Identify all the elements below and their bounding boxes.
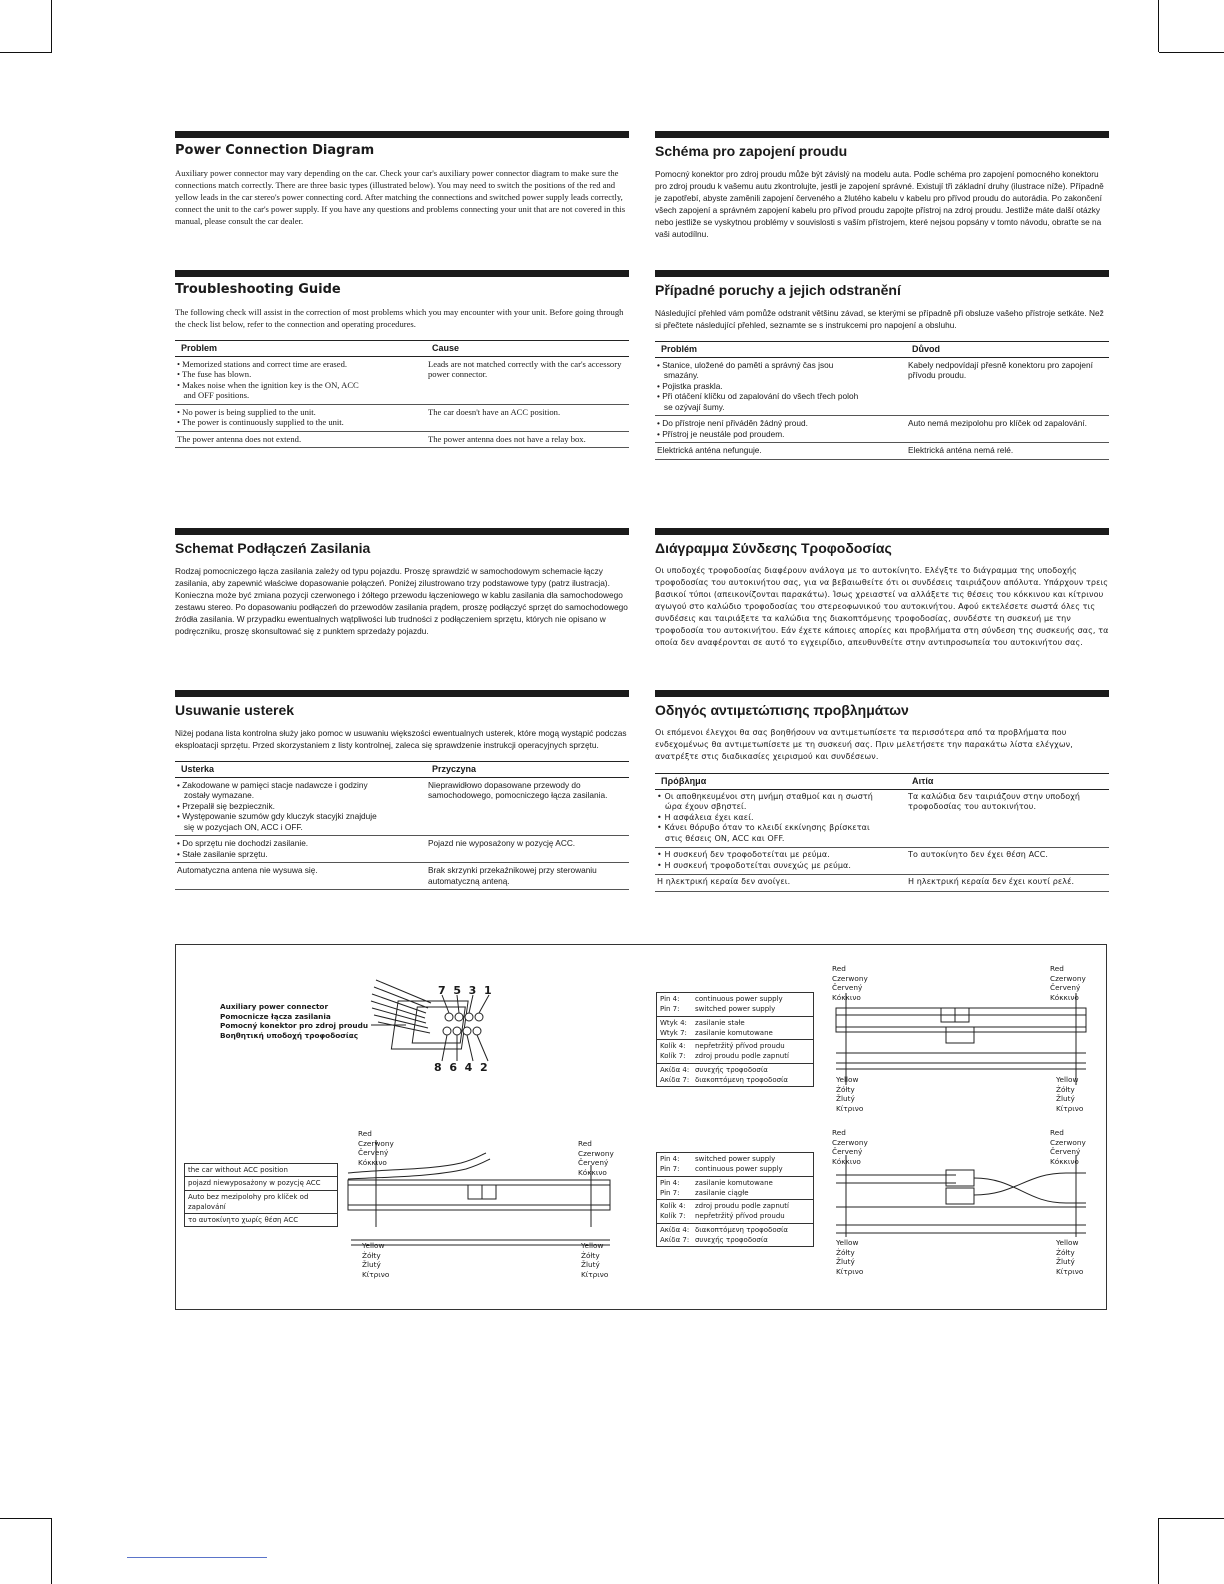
trouble-table [655, 773, 1109, 892]
section-power-cs [655, 131, 1109, 240]
label-line: Κόκκινο [1050, 1156, 1079, 1166]
pin-function: nepřetržitý přívod proudu [695, 1042, 785, 1051]
box-separator [185, 1190, 337, 1191]
label-line: Κίτρινο [362, 1269, 390, 1279]
pin-row [660, 1051, 810, 1061]
pin-name: Kolík 4: [660, 1202, 686, 1211]
label-line: Czerwony [832, 1137, 868, 1147]
trouble-cause: Η ηλεκτρική κεραία δεν έχει κουτί ρελέ. [906, 875, 1109, 892]
yellow-wire-label [581, 1241, 608, 1279]
table-row [655, 357, 1109, 416]
pin-row [660, 1201, 810, 1211]
wiring-drawing [176, 945, 1106, 1309]
trouble-problem: Automatyczna antena nie wysuwa się. [175, 863, 426, 890]
trouble-problem: • Stanice, uložené do paměti a správný čas jsou smazány. • Pojistka praskla. • Při otáčení klíčku od zapalování do všech třech poloh se ozývají šumy. [655, 357, 906, 416]
label-line: Czerwony [832, 973, 868, 983]
pin-row [660, 1164, 810, 1174]
pin-name: Kolík 7: [660, 1052, 686, 1061]
pin-function: continuous power supply [695, 995, 783, 1003]
pin-row [660, 994, 810, 1004]
trouble-cause: Pojazd nie wyposażony w pozycję ACC. [426, 836, 629, 863]
trouble-cause: Nieprawidłowo dopasowane przewody do samochodowego, pomocniczego łącza zasilania. [426, 777, 629, 836]
section-title: Případné poruchy a jejich odstranění [655, 282, 901, 298]
pin-function: nepřetržitý přívod proudu [695, 1212, 785, 1221]
pin-function: zasilanie stałe [695, 1018, 745, 1027]
trouble-problem: • No power is being supplied to the unit. • The power is continuously supplied to the unit. [175, 404, 426, 431]
trouble-problem: Η ηλεκτρική κεραία δεν ανοίγει. [655, 875, 906, 892]
label-line: Žlutý [581, 1260, 600, 1269]
label-line: Κόκκινο [1050, 992, 1079, 1002]
label-line: Red [832, 1128, 846, 1137]
trouble-problem: • Zakodowane w pamięci stacje nadawcze i godziny zostały wymazane. • Przepalił się bezpiecznik. • Występowanie szumów gdy kluczyk stacyjki znajduje się w pozycjach ON, ACC i OFF. [175, 777, 426, 836]
yellow-wire-label [362, 1241, 389, 1279]
label-line: Yellow [836, 1238, 859, 1247]
pin-function: συνεχής τροφοδοσία [695, 1236, 768, 1245]
red-wire-label [1050, 964, 1086, 1002]
pin-name: Pin 4: [660, 1155, 680, 1163]
trouble-col-problem: Usterka [175, 762, 426, 778]
section-power-el [655, 528, 1109, 649]
table-row [655, 875, 1109, 892]
trouble-cause: Τα καλώδια δεν ταιριάζουν στην υποδοχή τροφοδοσίας του αυτοκινήτου. [906, 789, 1109, 848]
section-body: Auxiliary power connector may vary depending on the car. Check your car's auxiliary power connector diagram to make sure the connections match correctly. There are three basic types (illustrated below). You may need to switch the positions of the red and yellow leads in the car stereo's power connecting cord. After matching the connections and switched power supply leads correctly, connect the unit to the car's power supply. If you have any questions and problems connecting your unit that are not covered in this manual, please consult the car dealer. [175, 168, 626, 226]
label-line: Červený [358, 1148, 389, 1157]
pin-function: switched power supply [695, 1005, 776, 1014]
trouble-table [655, 341, 1109, 460]
yellow-wire-label [836, 1238, 863, 1276]
table-row [655, 789, 1109, 848]
pin-function: συνεχής τροφοδοσία [695, 1065, 768, 1074]
section-title: Schemat Podłączeń Zasilania [175, 540, 371, 556]
section-body: Οι επόμενοι έλεγχοι θα σας βοηθήσουν να αντιμετωπίσετε τα περισσότερα από τα προβλήματα που ενδεχομένως θα αντιμετωπίσετε με τη συσκευή σας. Πριν μελετήσετε την παρακάτω λίστα ελέγχων, ανατρέξτε στις διαδικασίες χειρισμού και συνδέσεων. [655, 728, 1073, 761]
pin-row [660, 1178, 810, 1188]
pin-function: switched power supply [695, 1155, 776, 1163]
crop-mark [1159, 52, 1224, 53]
pin-name: Pin 7: [660, 1188, 680, 1197]
label-line: Κόκκινο [578, 1167, 607, 1177]
box-separator [657, 1016, 813, 1017]
section-body: Niżej podana lista kontrolna służy jako pomoc w usuwaniu większości ewentualnych usterek, które mogą wystąpić podczas eksploatacji sprzętu. Przed skorzystaniem z listy kontrolnej, zaleca się sprawdzenie instrukcji operacyjnych sprzętu. [175, 728, 627, 750]
pin-function: continuous power supply [695, 1165, 783, 1174]
label-line: Red [1050, 1128, 1064, 1137]
no-acc-note [184, 1163, 338, 1227]
pin-name: Kolík 7: [660, 1212, 686, 1221]
section-troubleshooting-en [175, 270, 629, 448]
table-row [655, 416, 1109, 443]
pin-row [660, 1075, 810, 1085]
section-bar [655, 528, 1109, 535]
pin-row [660, 1211, 810, 1221]
label-line: Pomocný konektor pro zdroj proudu [220, 1021, 369, 1030]
table-row [175, 356, 629, 404]
label-line: Červený [578, 1158, 609, 1167]
label-line: the car without ACC position [188, 1166, 288, 1174]
red-wire-label [1050, 1128, 1086, 1166]
label-line: Czerwony [1050, 1137, 1086, 1147]
pin-row [660, 1018, 810, 1028]
box-separator [657, 1223, 813, 1224]
red-wire-label [832, 1128, 868, 1166]
pin-name: Wtyk 7: [660, 1028, 687, 1037]
label-line: Żółty [1056, 1247, 1075, 1257]
pin-name: Pin 7: [660, 1165, 680, 1174]
label-line: Červený [832, 983, 863, 992]
crop-mark [0, 52, 52, 53]
label-line: Auxiliary power connector [220, 1002, 329, 1011]
label-line: Żółty [581, 1250, 600, 1260]
label-line: Red [578, 1139, 592, 1148]
label-line: Κόκκινο [832, 992, 861, 1002]
pin-assignment-box-2 [656, 1152, 814, 1247]
pin-function: zdroj proudu podle zapnutí [695, 1202, 789, 1211]
trouble-table [175, 340, 629, 448]
table-row [175, 863, 629, 890]
section-troubleshooting-el [655, 690, 1109, 892]
table-row [655, 848, 1109, 875]
label-line: Žlutý [362, 1260, 381, 1269]
section-power-en [175, 131, 629, 227]
trouble-col-problem: Problem [175, 341, 426, 357]
trouble-problem: • Do přístroje není přiváděn žádný proud. • Přístroj je neustále pod proudem. [655, 416, 906, 443]
trouble-problem: Elektrická anténa nefunguje. [655, 443, 906, 460]
pin-row [660, 1154, 810, 1164]
label-line: Yellow [1056, 1238, 1079, 1247]
label-line: Czerwony [1050, 973, 1086, 983]
label-line: Red [358, 1129, 372, 1138]
table-row [655, 443, 1109, 460]
box-separator [657, 1199, 813, 1200]
yellow-wire-label [1056, 1238, 1083, 1276]
trouble-col-problem: Πρόβλημα [655, 774, 906, 790]
label-line: Żółty [1056, 1084, 1075, 1094]
section-title: Usuwanie usterek [175, 702, 295, 718]
yellow-wire-label [836, 1075, 863, 1113]
label-line: Yellow [581, 1241, 604, 1250]
red-wire-label [578, 1139, 614, 1177]
label-line: Κίτρινο [836, 1103, 864, 1113]
pin-row [660, 1188, 810, 1198]
trouble-cause: Elektrická anténa nemá relé. [906, 443, 1109, 460]
pin-row [660, 1004, 810, 1014]
pin-row [660, 1028, 810, 1038]
section-title: Διάγραμμα Σύνδεσης Τροφοδοσίας [655, 540, 892, 556]
trouble-table [175, 761, 629, 890]
pin-function: zasilanie komutowane [695, 1178, 773, 1187]
label-line: το αυτοκίνητο χωρίς θέση ACC [188, 1216, 299, 1225]
section-title: Οδηγός αντιμετώπισης προβλημάτων [655, 702, 909, 718]
pin-function: zasilanie komutowane [695, 1028, 773, 1037]
pin-name: Pin 4: [660, 995, 680, 1003]
label-line: Žlutý [1056, 1094, 1075, 1103]
label-line: Κίτρινο [836, 1266, 864, 1276]
label-line: Κόκκινο [358, 1157, 387, 1167]
box-separator [185, 1213, 337, 1214]
table-row [175, 404, 629, 431]
label-line: Czerwony [578, 1148, 614, 1158]
section-troubleshooting-cs [655, 270, 1109, 460]
label-line: Yellow [362, 1241, 385, 1250]
label-line: Yellow [836, 1075, 859, 1084]
section-bar [655, 131, 1109, 138]
section-title: Troubleshooting Guide [175, 282, 341, 297]
label-line: Auto bez mezipolohy pro klíček od zapalování [188, 1192, 309, 1211]
pin-name: Pin 4: [660, 1178, 680, 1187]
label-line: Κόκκινο [832, 1156, 861, 1166]
label-line: Červený [832, 1147, 863, 1156]
table-row [175, 836, 629, 863]
crop-mark [1158, 0, 1159, 52]
trouble-problem: • Οι αποθηκευμένοι στη μνήμη σταθμοί και η σωστή ώρα έχουν σβηστεί. • Η ασφάλεια έχει καεί. • Κάνει θόρυβο όταν το κλειδί εκκίνησης βρίσκεται στις θέσεις ON, ACC και OFF. [655, 789, 906, 848]
yellow-wire-label [1056, 1075, 1083, 1113]
label-line: Czerwony [358, 1138, 394, 1148]
table-row [175, 777, 629, 836]
label-line: Żółty [362, 1250, 381, 1260]
trouble-problem: The power antenna does not extend. [175, 431, 426, 448]
pin-row [660, 1065, 810, 1075]
connector-label [220, 1002, 368, 1040]
label-line: Red [1050, 964, 1064, 973]
pin-assignment-box-1 [656, 992, 814, 1087]
section-bar [175, 270, 629, 277]
trouble-cause: Το αυτοκίνητο δεν έχει θέση ACC. [906, 848, 1109, 875]
trouble-cause: Kabely nedpovídají přesně konektoru pro zapojení přívodu proudu. [906, 357, 1109, 416]
trouble-cause: The power antenna does not have a relay box. [426, 431, 629, 448]
trouble-col-problem: Problém [655, 342, 906, 358]
section-title: Power Connection Diagram [175, 143, 375, 158]
red-wire-label [832, 964, 868, 1002]
red-wire-label [358, 1129, 394, 1167]
label-line: Žlutý [1056, 1257, 1075, 1266]
pin-name: Ακίδα 7: [660, 1236, 690, 1245]
crop-mark [51, 1518, 52, 1584]
label-line: Žlutý [836, 1094, 855, 1103]
trouble-col-cause: Důvod [906, 342, 1109, 358]
crop-mark [1158, 1518, 1159, 1584]
trouble-col-cause: Przyczyna [426, 762, 629, 778]
crop-mark [51, 0, 52, 52]
box-separator [657, 1063, 813, 1064]
trouble-cause: Leads are not matched correctly with the car's accessory power connector. [426, 356, 629, 404]
pin-name: Ακίδα 4: [660, 1225, 690, 1234]
footer-rule [127, 1557, 267, 1558]
label-line: Żółty [836, 1084, 855, 1094]
section-body: Οι υποδοχές τροφοδοσίας διαφέρουν ανάλογα με το αυτοκίνητο. Ελέγξτε το διάγραμμα της υποδοχής τροφοδοσίας του αυτοκινήτου σας, για να βεβαιωθείτε ότι οι συνδέσεις ταιριάζουν απόλυτα. Υπάρχουν τρεις βασικοί τύποι (απεικονίζονται παρακάτω). Ίσως χρειαστεί να αλλάξετε τις θέσεις του κόκκινου και κίτρινου αγωγού στο καλώδιο τροφοδοσίας του στερεοφωνικού του αυτοκινήτου. Αφού εκτελέσετε σωστά όλες τις συνδέσεις και ταιριάξετε τα καλώδια της διακοπτόμενης τροφοδοσίας, συνδέστε τη συσκευή με την τροφοδοσία του αυτοκινήτου. Εάν έχετε κάποιες απορίες και προβλήματα στη σύνδεση της συσκευής σας, τα οποία δεν αναφέρονται σε αυτό το εγχειρίδιο, απευθυνθείτε στην αντιπροσωπεία του αυτοκινήτου σας. [655, 566, 1109, 647]
label-line: pojazd niewyposażony w pozycję ACC [188, 1179, 321, 1188]
crop-mark [0, 1518, 52, 1519]
label-line: Κίτρινο [1056, 1103, 1084, 1113]
section-body: Rodzaj pomocniczego łącza zasilania zależy od typu pojazdu. Proszę sprawdzić w samochodowym schemacie łączy zasilania, aby zapewnić właściwe dopasowanie połączeń. Poniżej zilustrowano trzy podstawowe typy (patrz ilustracja). Konieczna może być zmiana pozycji czerwonego i żółtego przewodu łączeniowego w kablu zasilania dla samochodowego zestawu stereo. Po dopasowaniu podłączeń do przewodów zasilania prądem, proszę podłączyć sprzęt do samochodowego źródła zasilania. W przypadku ewentualnych wątpliwości lub trudności z podłączeniem sprzętu, których nie opisano w podręczniku, proszę skonsultować się z punktem sprzedaży pojazdu. [175, 566, 628, 636]
label-line: Červený [1050, 1147, 1081, 1156]
trouble-cause: Auto nemá mezipolohu pro klíček od zapalování. [906, 416, 1109, 443]
trouble-col-cause: Cause [426, 341, 629, 357]
trouble-cause: Brak skrzynki przekaźnikowej przy sterowaniu automatyczną anteną. [426, 863, 629, 890]
pin-name: Pin 7: [660, 1005, 680, 1014]
label-line: Βοηθητική υποδοχή τροφοδοσίας [220, 1030, 359, 1040]
trouble-problem: • Η συσκευή δεν τροφοδοτείται με ρεύμα. • Η συσκευή τροφοδοτείται συνεχώς με ρεύμα. [655, 848, 906, 875]
table-row [175, 431, 629, 448]
label-line: Pomocnicze łącza zasilania [220, 1011, 331, 1021]
pin-function: διακοπτόμενη τροφοδοσία [695, 1225, 789, 1234]
pin-name: Ακίδα 7: [660, 1076, 690, 1085]
pin-function: zdroj proudu podle zapnutí [695, 1052, 789, 1061]
section-bar [175, 690, 629, 697]
trouble-problem: • Memorized stations and correct time are erased. • The fuse has blown. • Makes noise when the ignition key is the ON, ACC and OFF positions. [175, 356, 426, 404]
connector-pin-numbers-bottom: 8 6 4 2 [434, 1061, 488, 1074]
pin-row [660, 1041, 810, 1051]
box-separator [657, 1039, 813, 1040]
pin-name: Wtyk 4: [660, 1018, 687, 1027]
wiring-diagram [175, 944, 1107, 1310]
pin-name: Kolík 4: [660, 1042, 686, 1051]
section-troubleshooting-pl [175, 690, 629, 890]
crop-mark [1159, 1518, 1224, 1519]
connector-pin-numbers-top: 7 5 3 1 [438, 984, 492, 997]
section-body: Pomocný konektor pro zdroj proudu může být závislý na modelu auta. Podle schéma pro zapojení pomocného konektoru pro zdroj proudu k vašemu autu zkontrolujte, jestli je zapojení správné. Existují tři základní druhy (ilustrace níže). Případně je zapotřebí, abyste zaměnili zapojení červeného a žlutého kabelu v kabelu pro přívod proudu do autorádia. Po zakončení všech zapojení a správném zapojení kabelu pro přívod proudu zapojte přístroj na zdroj proudu. Jestliže máte další otázky nebo jestliže se vyskytnou problémy v souvislosti s vaším přístrojem, které nejsou popsány v tomto návodu, obraťte se na vaši autodílnu. [655, 169, 1104, 239]
section-bar [655, 690, 1109, 697]
section-power-pl [175, 528, 629, 637]
trouble-cause: The car doesn't have an ACC position. [426, 404, 629, 431]
section-bar [655, 270, 1109, 277]
pin-function: διακοπτόμενη τροφοδοσία [695, 1076, 789, 1085]
pin-function: zasilanie ciągłe [695, 1188, 749, 1197]
label-line: Yellow [1056, 1075, 1079, 1084]
section-body: The following check will assist in the correction of most problems which you may encounter with your unit. Before going through the check list below, refer to the connection and operating procedures. [175, 307, 624, 329]
section-body: Následující přehled vám pomůže odstranit většinu závad, se kterými se případně při obsluze vašeho přístroje setkáte. Než si přečtete následující přehled, seznamte se s instrukcemi pro napojení a obsluhu. [655, 308, 1104, 330]
trouble-col-cause: Αιτία [906, 774, 1109, 790]
label-line: Κίτρινο [1056, 1266, 1084, 1276]
trouble-problem: • Do sprzętu nie dochodzi zasilanie. • Stałe zasilanie sprzętu. [175, 836, 426, 863]
label-line: Červený [1050, 983, 1081, 992]
pin-row [660, 1225, 810, 1235]
label-line: Red [832, 964, 846, 973]
label-line: Żółty [836, 1247, 855, 1257]
pin-row [660, 1235, 810, 1245]
section-bar [175, 528, 629, 535]
box-separator [185, 1176, 337, 1177]
box-separator [657, 1176, 813, 1177]
label-line: Κίτρινο [581, 1269, 609, 1279]
section-title: Schéma pro zapojení proudu [655, 143, 848, 159]
pin-name: Ακίδα 4: [660, 1065, 690, 1074]
label-line: Žlutý [836, 1257, 855, 1266]
section-bar [175, 131, 629, 138]
